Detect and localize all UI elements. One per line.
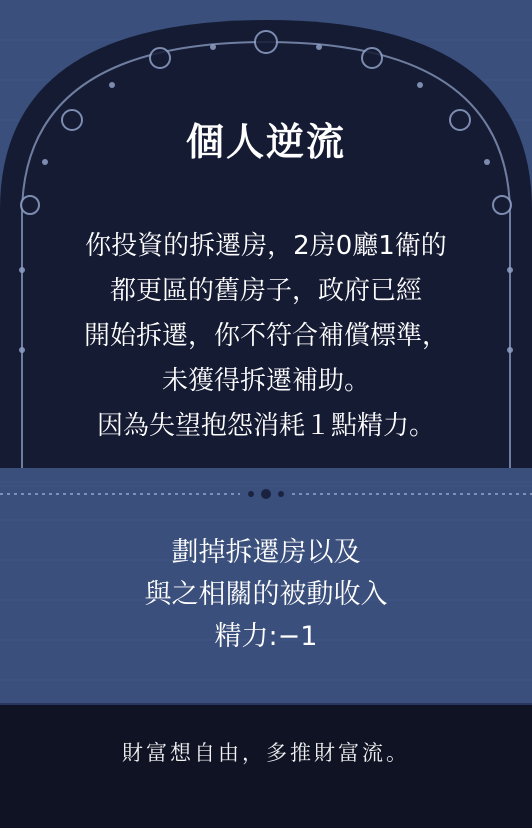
card-story-text: [28, 224, 504, 449]
story-line: 都更區的舊房子，政府已經: [109, 276, 422, 306]
effect-line: 與之相關的被動收入: [144, 579, 388, 610]
effect-line: 精力:−1: [214, 621, 318, 652]
story-line: 因為失望抱怨消耗１點精力。: [96, 411, 435, 441]
story-line: 未獲得拆遷補助。: [161, 366, 370, 396]
card-slogan: 財富想自由，多推財富流。: [122, 741, 410, 765]
card-effect-text: [40, 532, 492, 658]
story-line: 開始拆遷，你不符合補償標準，: [83, 321, 448, 351]
effect-line: 劃掉拆遷房以及: [171, 537, 361, 568]
card-title: 個人逆流: [185, 120, 346, 164]
story-line: 你投資的拆遷房，2房0廳1衛的: [85, 231, 447, 261]
